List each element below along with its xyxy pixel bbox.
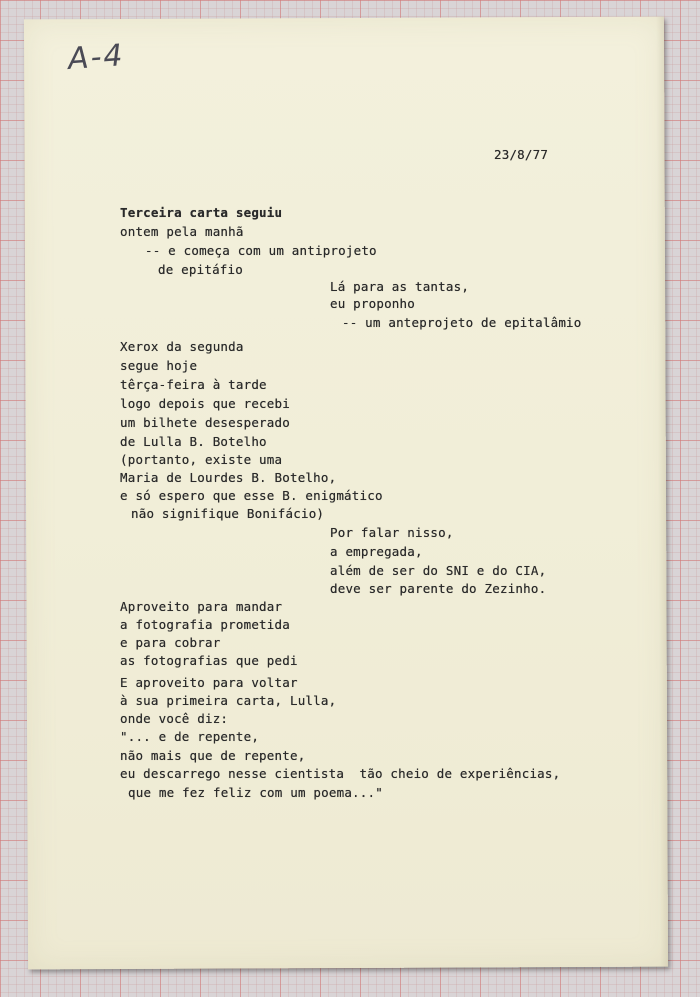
text-line: de Lulla B. Botelho bbox=[120, 434, 267, 449]
text-line: Maria de Lourdes B. Botelho, bbox=[120, 470, 337, 485]
text-line: eu descarrego nesse cientista tão cheio de experiências, bbox=[120, 766, 561, 781]
text-line: e só espero que esse B. enigmático bbox=[120, 488, 383, 503]
text-line: que me fez feliz com um poema..." bbox=[128, 785, 383, 800]
text-line: deve ser parente do Zezinho. bbox=[330, 581, 547, 596]
text-line: e para cobrar bbox=[120, 635, 221, 650]
text-line: Xerox da segunda bbox=[120, 339, 244, 354]
text-line: de epitáfio bbox=[158, 262, 243, 277]
text-line: têrça-feira à tarde bbox=[120, 377, 267, 392]
text-line: à sua primeira carta, Lulla, bbox=[120, 693, 337, 708]
text-line: Por falar nisso, bbox=[330, 525, 454, 540]
text-line: eu proponho bbox=[330, 296, 415, 311]
text-line: segue hoje bbox=[120, 358, 198, 373]
date-line: 23/8/77 bbox=[494, 147, 549, 162]
text-line: Aproveito para mandar bbox=[120, 599, 283, 614]
text-line: Lá para as tantas, bbox=[330, 279, 470, 294]
text-line: a empregada, bbox=[330, 544, 423, 559]
text-line: onde você diz: bbox=[120, 711, 229, 726]
handwritten-reference-mark: A-4 bbox=[66, 38, 126, 77]
text-line: "... e de repente, bbox=[120, 729, 260, 744]
text-line: a fotografia prometida bbox=[120, 617, 290, 632]
text-line: Terceira carta seguiu bbox=[120, 205, 283, 220]
text-line: logo depois que recebi bbox=[120, 396, 290, 411]
text-line: ontem pela manhã bbox=[120, 224, 244, 239]
text-line: as fotografias que pedi bbox=[120, 653, 298, 668]
text-line: -- um anteprojeto de epitalâmio bbox=[342, 315, 582, 330]
text-line: não mais que de repente, bbox=[120, 748, 306, 763]
text-line: E aproveito para voltar bbox=[120, 675, 298, 690]
text-line: além de ser do SNI e do CIA, bbox=[330, 563, 547, 578]
text-line: (portanto, existe uma bbox=[120, 452, 283, 467]
paper-edge-shadow bbox=[656, 17, 668, 967]
text-line: -- e começa com um antiprojeto bbox=[145, 243, 377, 258]
text-line: não signifique Bonifácio) bbox=[131, 506, 325, 521]
text-line: um bilhete desesperado bbox=[120, 415, 290, 430]
